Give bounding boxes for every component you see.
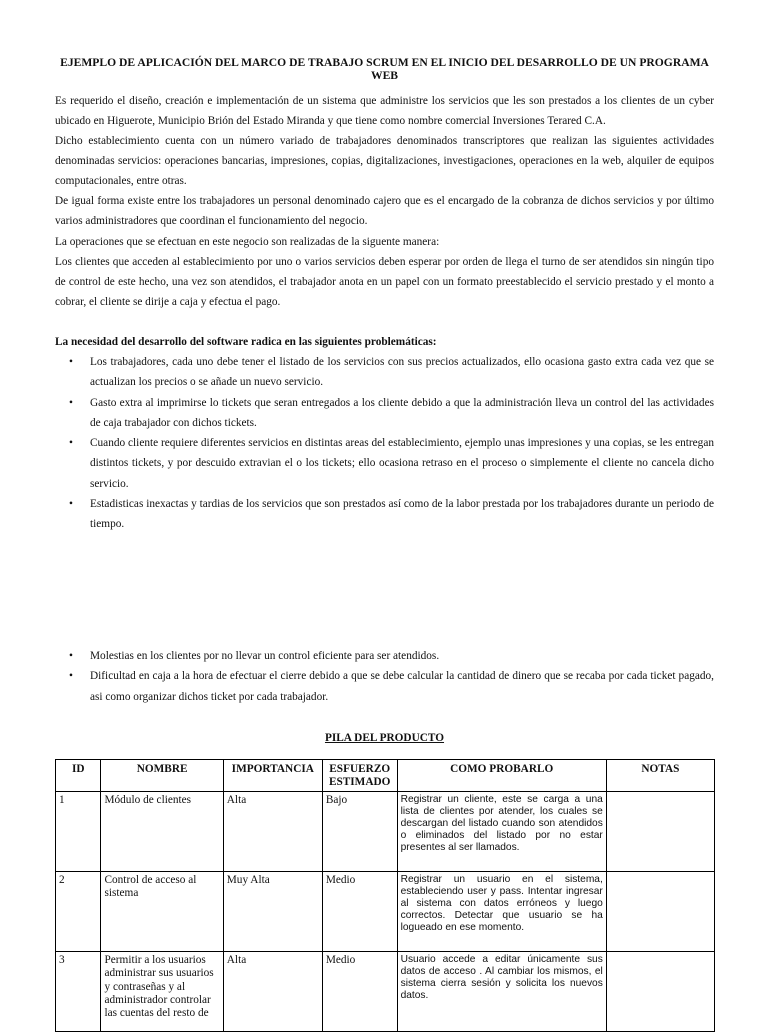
cell-notas — [606, 792, 714, 872]
backlog-title: PILA DEL PRODUCTO — [324, 732, 445, 744]
problems-list-b — [55, 646, 714, 707]
header-notas: NOTAS — [606, 760, 714, 792]
document-title: EJEMPLO DE APLICACIÓN DEL MARCO DE TRABAJO SCRUM EN EL INICIO DEL DESARROLLO DE UN PROGRAMA WEB — [60, 56, 709, 82]
list-item: • Dificultad en caja a la hora de efectuar el cierre debido a que se debe calcular la cantidad de dinero que se recaba por cada ticket pagado, asi como organizar dichos ticket por cada trabajador. — [55, 666, 714, 707]
cell-importancia: Alta — [223, 952, 322, 1032]
cell-como-probarlo: Registrar un cliente, este se carga a una lista de clientes por atender, los cuales se descargan del listado cuando son atendidos o eliminados del listado por no estar presentes al ser llamados. — [397, 792, 606, 872]
bullet-icon: • — [69, 396, 73, 409]
list-item: • Cuando cliente requiere diferentes servicios en distintas areas del establecimiento, ejemplo unas impresiones y una copias, se les entregan distintos tickets, y por descuido extravian el o los tickets; ello ocasiona retraso en el proceso o simplemente el cliente no cancela dicho servicio. — [55, 433, 714, 494]
cell-esfuerzo: Bajo — [322, 792, 397, 872]
cell-como-probarlo: Registrar un usuario en el sistema, estableciendo user y pass. Intentar ingresar al sistema con datos erróneos y luego correctos. Detectar que usuario se ha logueado en ese momento. — [397, 872, 606, 952]
paragraph-operations: La operaciones que se efectuan en este negocio son realizadas de la siguente manera: — [55, 236, 440, 248]
bullet-icon: • — [69, 437, 73, 450]
paragraph-cashier: De igual forma existe entre los trabajadores un personal denominado cajero que es el encargado de la cobranza de dichos servicios y por último varios administradores que coordinan el funcionamiento del negocio. — [55, 195, 714, 228]
header-importancia: IMPORTANCIA — [223, 760, 322, 792]
header-id: ID — [56, 760, 101, 792]
problems-heading: La necesidad del desarrollo del software radica en las siguientes problemáticas: — [55, 336, 437, 348]
table-row — [56, 952, 715, 1032]
cell-importancia: Muy Alta — [223, 872, 322, 952]
header-esfuerzo: ESFUERZO ESTIMADO — [322, 760, 397, 792]
cell-nombre: Permitir a los usuarios administrar sus usuarios y contraseñas y al administrador controlar las cuentas del resto de — [101, 952, 223, 1032]
cell-id: 3 — [56, 952, 101, 1032]
list-item: • Molestias en los clientes por no llevar un control eficiente para ser atendidos. — [55, 646, 714, 666]
cell-nombre: Control de acceso al sistema — [101, 872, 223, 952]
bullet-icon: • — [69, 670, 73, 683]
bullet-icon: • — [69, 498, 73, 511]
cell-importancia: Alta — [223, 792, 322, 872]
header-nombre: NOMBRE — [101, 760, 223, 792]
table-row — [56, 872, 715, 952]
table-header-row — [56, 760, 715, 792]
cell-esfuerzo: Medio — [322, 872, 397, 952]
product-backlog-table — [55, 759, 715, 1032]
list-item: • Los trabajadores, cada uno debe tener el listado de los servicios con sus precios actualizados, ello ocasiona gasto extra cada vez que se actualizan los precios o se añade un nuevo servicio. — [55, 352, 714, 393]
cell-id: 2 — [56, 872, 101, 952]
cell-notas — [606, 872, 714, 952]
cell-esfuerzo: Medio — [322, 952, 397, 1032]
bullet-icon: • — [69, 356, 73, 368]
paragraph-intro: Es requerido el diseño, creación e implementación de un sistema que administre los servicios que les son prestados a los clientes de un cyber ubicado en Higuerote, Municipio Brión del Estado Miranda y que tiene como nombre comercial Inversiones Terared C.A. — [55, 95, 714, 128]
paragraph-establishment: Dicho establecimiento cuenta con un número variado de trabajadores denominados transcriptores que realizan las siguientes actividades denominadas servicios: operaciones bancarias, impresiones, copias, digitalizaciones, investigaciones, operaciones en la web, alquiler de equipos computacionales, entre otras. — [55, 135, 714, 188]
paragraph-clients: Los clientes que acceden al establecimiento por uno o varios servicios deben esperar por orden de llega el turno de ser atendidos sin ningún tipo de control de este hecho, una vez son atendidos, el trabajador anota en un papel con un formato preestablecido el servicio prestado y el monto a cobrar, el cliente se dirije a caja y efectua el pago. — [55, 256, 714, 309]
list-item: • Gasto extra al imprimirse lo tickets que seran entregados a los cliente debido a que la administración lleva un control del las actividades de caja trabajador con dichos tickets. — [55, 393, 714, 434]
list-item: • Estadisticas inexactas y tardias de los servicios que son prestados así como de la labor prestada por los trabajadores durante un periodo de tiempo. — [55, 494, 714, 535]
cell-notas — [606, 952, 714, 1032]
problems-list-a — [55, 352, 714, 535]
cell-como-probarlo: Usuario accede a editar únicamente sus datos de acceso . Al cambiar los mismos, el sistema cierra sesión y solicita los nuevos datos. — [397, 952, 606, 1032]
cell-id: 1 — [56, 792, 101, 872]
table-row — [56, 792, 715, 872]
header-como-probarlo: COMO PROBARLO — [397, 760, 606, 792]
bullet-icon: • — [69, 650, 73, 662]
cell-nombre: Módulo de clientes — [101, 792, 223, 872]
